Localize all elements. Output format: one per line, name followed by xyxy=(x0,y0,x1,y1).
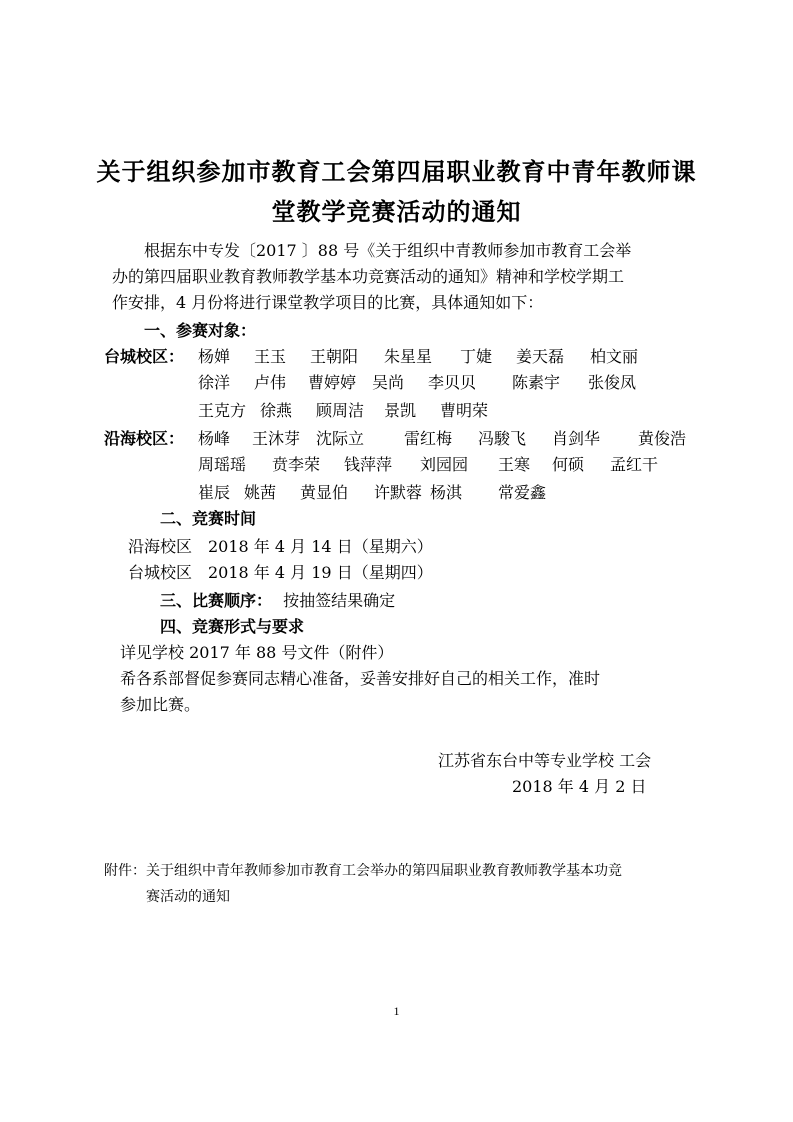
document-title-line-2: 堂教学竞赛活动的通知 xyxy=(271,197,522,226)
participant-name: 王沐芽 xyxy=(252,429,301,448)
participant-name: 崔辰 xyxy=(198,483,231,502)
participant-name: 王克方 xyxy=(198,401,247,420)
signature-date: 2018 年 4 月 2 日 xyxy=(512,777,647,796)
participant-name: 曹婷婷 xyxy=(308,373,357,392)
participant-name: 王寒 xyxy=(498,455,531,474)
intro-line-3: 作安排，4 月份将进行课堂教学项目的比赛，具体通知如下： xyxy=(112,293,544,312)
participant-name: 柏文丽 xyxy=(590,347,639,366)
participant-name: 吴尚 xyxy=(372,373,405,392)
attachment-line-1: 附件：关于组织中青年教师参加市教育工会举办的第四届职业教育教师教学基本功竞 xyxy=(104,863,622,879)
participant-name: 王朝阳 xyxy=(310,347,359,366)
schedule-line-taicheng: 台城校区 2018 年 4 月 19 日（星期四） xyxy=(128,563,433,582)
section4-line-3: 参加比赛。 xyxy=(120,695,201,714)
participant-name: 张俊凤 xyxy=(588,373,637,392)
participant-name: 徐燕 xyxy=(260,401,293,420)
intro-line-1: 根据东中专发〔2017 〕88 号《关于组织中青教师参加市教育工会举 xyxy=(144,241,632,260)
taicheng-campus-label: 台城校区： xyxy=(104,347,185,366)
participant-name: 杨淇 xyxy=(430,483,463,502)
section4-line-1: 详见学校 2017 年 88 号文件（附件） xyxy=(120,643,394,662)
participant-name: 杨婵 xyxy=(198,347,231,366)
section2-heading: 二、竞赛时间 xyxy=(160,509,257,528)
participant-name: 朱星星 xyxy=(384,347,433,366)
participant-name: 孟红干 xyxy=(610,455,659,474)
participant-name: 陈素宇 xyxy=(512,373,561,392)
participant-name: 黄显伯 xyxy=(300,483,349,502)
participant-name: 肖剑华 xyxy=(552,429,601,448)
participant-name: 姜天磊 xyxy=(516,347,565,366)
signature-organization: 江苏省东台中等专业学校 工会 xyxy=(438,751,652,770)
participant-name: 丁婕 xyxy=(460,347,493,366)
section4-line-2: 希各系部督促参赛同志精心准备，妥善安排好自己的相关工作，准时 xyxy=(120,669,601,688)
document-title-line-1: 关于组织参加市教育工会第四届职业教育中青年教师课 xyxy=(96,157,697,186)
participant-name: 常爱鑫 xyxy=(498,483,547,502)
attachment-line-2: 赛活动的通知 xyxy=(146,889,230,905)
participant-name: 卢伟 xyxy=(254,373,287,392)
yanhai-campus-label: 沿海校区： xyxy=(104,429,185,448)
participant-name: 徐洋 xyxy=(198,373,231,392)
participant-name: 李贝贝 xyxy=(428,373,477,392)
section1-heading: 一、参赛对象： xyxy=(144,321,257,340)
participant-name: 何硕 xyxy=(552,455,585,474)
section4-heading: 四、竞赛形式与要求 xyxy=(160,617,305,636)
section3-line xyxy=(160,588,395,614)
intro-line-2: 办的第四届职业教育教师教学基本功竞赛活动的通知》精神和学校学期工 xyxy=(112,267,625,286)
section3-heading: 三、比赛顺序： xyxy=(160,591,273,610)
participant-name: 曹明荣 xyxy=(440,401,489,420)
participant-name: 王玉 xyxy=(254,347,287,366)
participant-name: 冯駿飞 xyxy=(478,429,527,448)
participant-name: 杨峰 xyxy=(198,429,231,448)
participant-name: 顾周洁 xyxy=(316,401,365,420)
section3-text: 按抽签结果确定 xyxy=(283,591,396,610)
participant-name: 景凯 xyxy=(384,401,417,420)
page-number: 1 xyxy=(393,1004,400,1018)
schedule-line-yanhai: 沿海校区 2018 年 4 月 14 日（星期六） xyxy=(128,537,433,556)
participant-name: 刘园园 xyxy=(420,455,469,474)
participant-name: 沈际立 xyxy=(316,429,365,448)
participant-name: 周瑶瑶 xyxy=(198,455,247,474)
participant-name: 许默蓉 xyxy=(374,483,423,502)
participant-name: 钱萍萍 xyxy=(344,455,393,474)
participant-name: 黄俊浩 xyxy=(638,429,687,448)
participant-name: 雷红梅 xyxy=(404,429,453,448)
participant-name: 姚茜 xyxy=(244,483,277,502)
participant-name: 贲李荣 xyxy=(272,455,321,474)
